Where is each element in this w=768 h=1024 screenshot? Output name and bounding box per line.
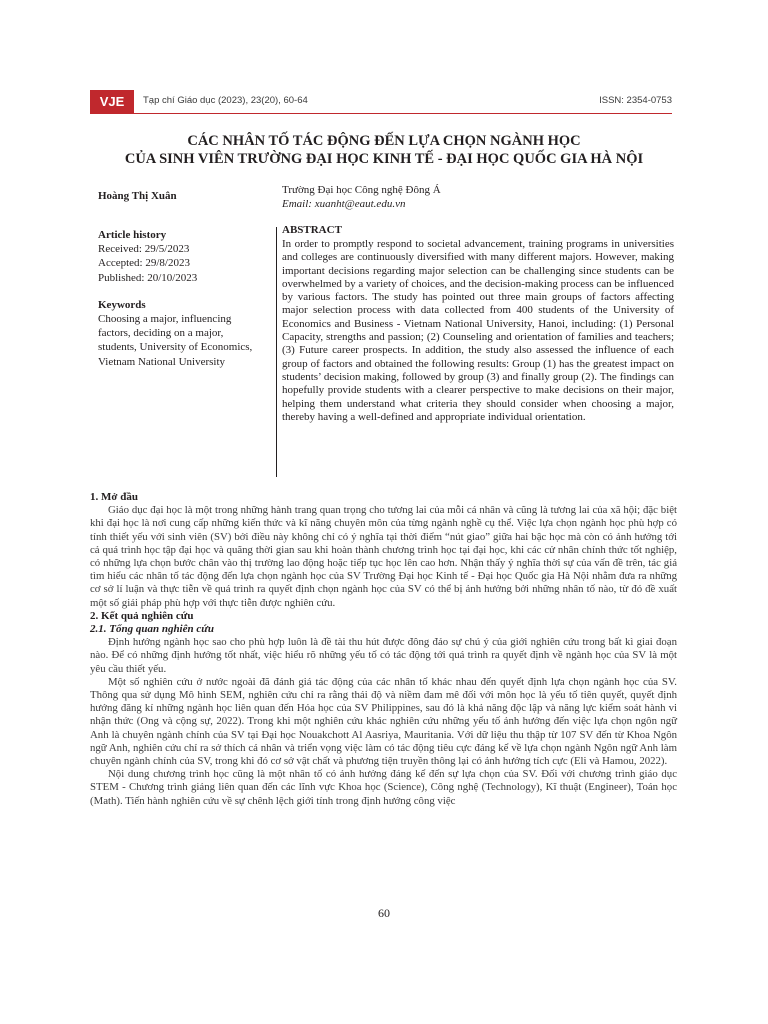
page-number: 60 [378,906,390,920]
section-1-paragraph: Giáo dục đại học là một trong những hành trang quan trọng cho tương lai của mỗi cá nhân và cũng là tương lai của xã hội; đặc biệt khi đại học là nơi cung cấp những kiến thức và kĩ năng chuyên môn của từng ngành nghề cụ thể. Việc lựa chọn ngành học phù hợp có tính thiết yếu với sinh viên (SV) bởi điều này không chỉ có ý nghĩa tại thời điểm “nút giao” giữa hai bậc học mà còn có ảnh hưởng tới cả quá trình học tập đại học và quãng thời gian sau khi hoàn thành chương trình học tại đại học, khi các cử nhân chính thức tốt nghiệp, có những lựa chọn bước chân vào thị trường lao động hoặc tiếp tục học lên cao hơn. Nhận thấy ý nghĩa thời sự của vấn đề trên, tác giả tìm hiểu các nhân tố tác động đến lựa chọn ngành học của SV Trường Đại học Kinh tế - Đại học Quốc gia Hà Nội nhằm đưa ra những cơ sở lí luận và thực tiễn về quá trình ra quyết định chọn ngành học của SV có thể bị ảnh hưởng bởi những nhân tố nào, từ đó đề xuất một số giải pháp phù hợp với thực tiễn được nghiên cứu. [90,504,677,609]
article-body [90,491,677,808]
author-email: Email: xuanht@eaut.edu.vn [282,198,406,210]
title-line-1: CÁC NHÂN TỐ TÁC ĐỘNG ĐẾN LỰA CHỌN NGÀNH HỌC [187,133,581,149]
keywords-text: Choosing a major, influencing factors, deciding on a major, students, University of Economics, Vietnam National University [98,313,253,368]
section-1-heading: 1. Mở đầu [90,491,138,503]
author-name: Hoàng Thị Xuân [98,190,177,202]
journal-issn: ISSN: 2354-0753 [599,95,672,106]
article-history-heading: Article history [98,229,167,241]
accepted-date: Accepted: 29/8/2023 [98,257,190,270]
author-affiliation-block [282,183,441,211]
journal-header [90,90,672,114]
abstract-box [276,224,672,476]
section-2-1-paragraph-3: Nội dung chương trình học cũng là một nhân tố có ảnh hưởng đáng kể đến sự lựa chọn của SV. Đối với chương trình giáo dục STEM - Chương trình giảng liên quan đến các lĩnh vực Khoa học (Science), Công nghệ (Technology), Kĩ thuật (Engineer), Toán học (Math). Tiến hành nghiên cứu về sự chênh lệch giới tính trong định hướng công việc [90,768,677,807]
author-affiliation: Trường Đại học Công nghệ Đông Á [282,184,441,196]
section-2-heading: 2. Kết quả nghiên cứu [90,609,194,622]
section-2-1-paragraph-2: Một số nghiên cứu ở nước ngoài đã đánh giá tác động của các nhân tố khác nhau đến quyết định lựa chọn ngành học của SV. Thông qua sử dụng Mô hình SEM, nghiên cứu chỉ ra rằng thái độ và niềm đam mê đối với môn học là yếu tố tiên quyết, quyết định hướng đăng kí những ngành học liên quan đến Hóa học của SV Philippines, sau đó là khả năng độc lập và năng lực kiểm soát hành vi nhận thức (Ong và cộng sự, 2022). Trong khi một nghiên cứu khác nghiên cứu những yếu tố ảnh hưởng đến việc lựa chọn ngôn ngữ Anh là chuyên ngành chính của SV tại Đại học Nouakchott Al Aasriya, Mauritania. Với dữ liệu thu thập từ 107 SV đến từ Khoa Ngôn ngữ Anh, nghiên cứu chỉ ra sở thích cá nhân và triển vọng việc làm có tác động tiêu cực đáng kể về lựa chọn ngành Ngôn ngữ Anh làm chuyên ngành chính của SV, trong khi đó cơ sở vật chất và phương tiện truyền thông lại có ảnh hưởng tích cực (Eli và Hamou, 2022). [90,675,677,768]
journal-logo: VJE [90,90,134,114]
abstract-text: In order to promptly respond to societal advancement, training programs in universities and colleges are continuously diversified with many different majors. However, making important decisions regarding major selection can be challenging since students can be overwhelmed by a variety of choices, and the decision-making process can be influenced by various factors. The study has pointed out three main groups of factors affecting major selection process with data collected from 400 students of the University of Economics and Business - Vietnam National University, Hanoi, including: (1) Personal Capacity, strengths and passion; (2) Counseling and orientation of families and teachers; (3) Future career prospects. In addition, the study also assessed the influence of each group of factors and obtained the following results: Group (1) has the greatest impact on students’ decision making, followed by group (3) and finally group (2). The findings can hopefully provide students with a clearer perspective to make decisions on their major, helping them understand what criteria they should consider when choosing a major, thereby having a well-defined and appropriate individual orientation. [282,238,674,423]
abstract-heading: ABSTRACT [282,224,342,236]
published-date: Published: 20/10/2023 [98,271,198,284]
header-rule [134,113,672,114]
article-meta [98,228,258,369]
section-2-1-heading: 2.1. Tổng quan nghiên cứu [90,623,214,636]
title-line-2: CỦA SINH VIÊN TRƯỜNG ĐẠI HỌC KINH TẾ - ĐẠI HỌC QUỐC GIA HÀ NỘI [124,151,644,167]
received-date: Received: 29/5/2023 [98,243,190,256]
article-title [90,132,678,168]
keywords-heading: Keywords [98,298,146,311]
section-2-1-paragraph-1: Định hướng ngành học sao cho phù hợp luôn là đề tài thu hút được đông đảo sự chú ý của giới nghiên cứu trong bất kì giai đoạn nào. Để có những định hướng tốt nhất, việc hiểu rõ những yếu tố có tác động tới quá trình ra quyết định về ngành học của SV là một yêu cầu thiết yếu. [90,636,677,675]
abstract-rule [276,227,277,477]
journal-citation: Tạp chí Giáo dục (2023), 23(20), 60-64 [143,95,308,106]
